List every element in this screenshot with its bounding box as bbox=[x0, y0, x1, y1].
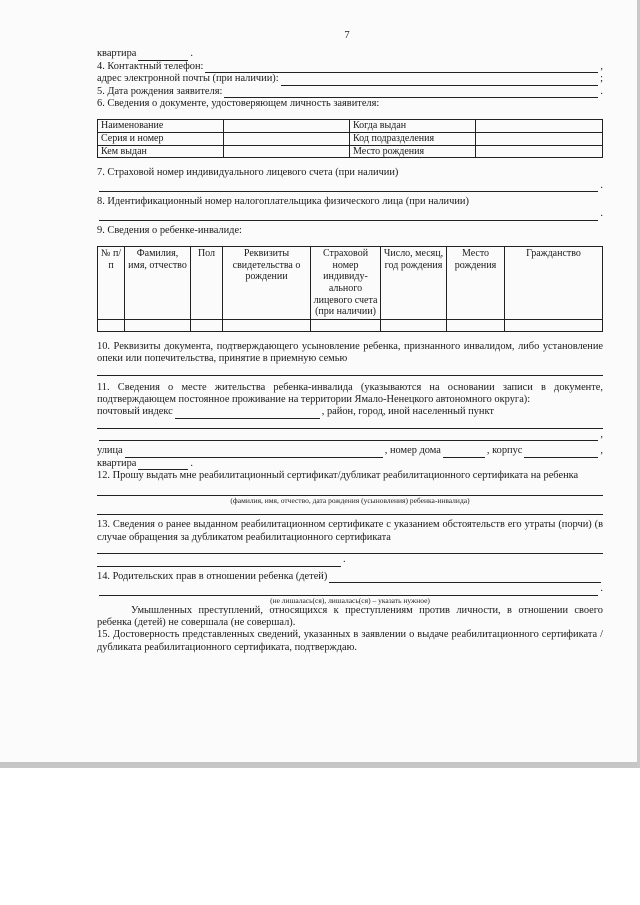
id-doc-label: Наименование bbox=[98, 120, 224, 133]
apartment2-line: квартира . bbox=[97, 457, 194, 469]
id-doc-label: Серия и номер bbox=[98, 133, 224, 146]
locality-field-1[interactable] bbox=[97, 419, 603, 429]
child-heading: 9. Сведения о ребенке-инвалиде: bbox=[97, 224, 242, 236]
parental-field[interactable] bbox=[329, 573, 601, 583]
adoption-field[interactable] bbox=[97, 366, 603, 376]
child-name-field[interactable] bbox=[97, 486, 603, 496]
id-doc-label: Кем выдан bbox=[98, 145, 224, 158]
id-doc-value[interactable] bbox=[224, 120, 350, 133]
child-table-row bbox=[98, 319, 603, 331]
birth-date-line: 5. Дата рождения заявителя: . bbox=[97, 85, 603, 97]
id-doc-heading: 6. Сведения о документе, удостоверяющем личность заявителя: bbox=[97, 98, 380, 110]
snils-line bbox=[97, 167, 603, 179]
postal-label: почтовый индекс bbox=[97, 406, 173, 418]
child-table-header: Гражданство bbox=[505, 247, 603, 320]
apartment-line: квартира . bbox=[97, 48, 194, 60]
child-name-field-2[interactable] bbox=[97, 505, 603, 515]
prior-cert-field-1[interactable] bbox=[97, 544, 603, 554]
snils-label: 7. Страховой номер индивидуального лицевого счета (при наличии) bbox=[97, 167, 399, 179]
adoption-text: 10. Реквизиты документа, подтверждающего усыновление ребенка, признанного инвалидом, либо установление опеки или попечительства, принятие в приемную семью bbox=[97, 340, 603, 365]
id-doc-label: Когда выдан bbox=[350, 120, 476, 133]
email-field[interactable] bbox=[281, 76, 599, 86]
phone-line: 4. Контактный телефон: , bbox=[97, 60, 603, 72]
postal-field[interactable] bbox=[175, 409, 320, 419]
child-table-header: Фамилия, имя, отчество bbox=[125, 247, 191, 320]
parental-field-2[interactable] bbox=[99, 586, 598, 596]
child-table-header: Место рождения bbox=[447, 247, 505, 320]
page-number: 7 bbox=[344, 30, 350, 41]
prior-cert-text: 13. Сведения о ранее выданном реабилитационном сертификате с указанием обстоятельств его утраты (порчи) (в случае обращения за дубликатом реабилитационного сертификата bbox=[97, 519, 603, 543]
house-field[interactable] bbox=[443, 448, 485, 458]
district-label: , район, город, иной населенный пункт bbox=[321, 406, 494, 418]
building-field[interactable] bbox=[524, 448, 598, 458]
id-doc-row bbox=[98, 120, 603, 133]
email-line: адрес электронной почты (при наличии): ; bbox=[97, 73, 603, 85]
parental-hint: (не лишалась(ся), лишалась(ся) – указать нужное) bbox=[270, 595, 430, 605]
birth-date-label: 5. Дата рождения заявителя: bbox=[97, 85, 223, 97]
street-label: улица bbox=[97, 445, 123, 457]
child-table-header: Страховой номер индивиду-ального лицевого счета (при наличии) bbox=[311, 247, 381, 320]
child-table-header: Число, месяц, год рождения bbox=[381, 247, 447, 320]
child-table-header: № п/п bbox=[98, 247, 125, 320]
locality-field-2[interactable] bbox=[99, 431, 598, 441]
apartment2-label: квартира bbox=[97, 457, 137, 469]
child-table bbox=[97, 246, 603, 332]
inn-line bbox=[97, 196, 603, 208]
id-doc-value[interactable] bbox=[476, 145, 603, 158]
prior-cert-field-2[interactable] bbox=[97, 557, 341, 567]
email-label: адрес электронной почты (при наличии): bbox=[97, 73, 279, 85]
postal-line bbox=[97, 406, 603, 418]
id-doc-label: Место рождения bbox=[350, 145, 476, 158]
confirm-text: 15. Достоверность представленных сведений, указанных в заявлении о выдаче реабилитационного сертификата /дубликата реабилитационного сертификата, подтверждаю. bbox=[97, 629, 603, 653]
request-hint: (фамилия, имя, отчество, дата рождения (усыновления) ребенка-инвалида) bbox=[230, 496, 470, 506]
inn-label: 8. Идентификационный номер налогоплательщика физического лица (при наличии) bbox=[97, 196, 469, 208]
residence-text: 11. Сведения о месте жительства ребенка-инвалида (указываются на основании записи в документе, подтверждающем постоянное проживание на территории Ямало-Ненецкого автономного округа): bbox=[97, 381, 603, 406]
id-doc-value[interactable] bbox=[476, 133, 603, 146]
snils-field[interactable] bbox=[99, 182, 598, 192]
crimes-text: Умышленных преступлений, относящихся к преступлениям против личности, в отношении своего ребенка (детей) не совершала (не совершал). bbox=[97, 604, 603, 628]
apartment2-field[interactable] bbox=[138, 460, 188, 470]
id-doc-row bbox=[98, 133, 603, 146]
parental-line bbox=[97, 571, 603, 583]
id-doc-value[interactable] bbox=[224, 145, 350, 158]
street-field[interactable] bbox=[125, 448, 383, 458]
birth-date-field[interactable] bbox=[224, 88, 598, 98]
building-label: , корпус bbox=[486, 445, 523, 457]
house-label: , номер дома bbox=[384, 445, 441, 457]
inn-field[interactable] bbox=[99, 211, 598, 221]
id-document-table bbox=[97, 119, 603, 158]
child-table-header: Реквизиты свидетельства о рождении bbox=[223, 247, 311, 320]
form-page: 7 квартира . 4. Контактный телефон: , адрес электронной почты (при наличии): ; 5. Дата рождения заявителя: . 6. Сведения о документе, удостоверяющем личность заявителя: Наименование Когда выдан Серия и номер Код подразделения Кем выдан Место рождения 7. Страховой номер индивидуального лицевого счета (при наличии) . 8. Идентификационный номер налогоплательщика физического лица (при наличии) . 9. Сведения о ребенке-инвалиде: № п/п Фамилия, имя, отчество Пол Реквизиты свидетельства о рождении Страховой номер индивиду-ального лицевого счета (при наличии) Число, месяц, год рождения Место рождения Гражданство 10. Реквизиты документа, подтверждающего усыновление ребенка, признанного инвалидом, либо установление опеки или попечительства, принятие в приемную семью 11. Сведения о месте жительства ребенка-инвалида (указываются на основании записи в документе, подтверждающем постоянное проживание на территории Ямало-Ненецкого автономного округа): почтовый индекс , район, город, иной населенный пункт , улица , номер дома , корпус , квартира . 12. Прошу выдать мне реабилитационный сертификат/дубликат реабилитационного сертификата на ребенка (фамилия, имя, отчество, дата рождения (усыновления) ребенка-инвалида) 13. Сведения о ранее выданном реабилитационном сертификате с указанием обстоятельств его утраты (порчи) (в случае обращения за дубликатом реабилитационного сертификата . 14. Родительских прав в отношении ребенка (детей) . (не лишалась(ся), лишалась(ся) – указать нужное) Умышленных преступлений, относящихся к преступлениям против личности, в отношении своего ребенка (детей) не совершала (не совершал). 15. Достоверность представленных сведений, указанных в заявлении о выдаче реабилитационного сертификата /дубликата реабилитационного сертификата, подтверждаю. bbox=[97, 30, 603, 654]
phone-field[interactable] bbox=[205, 63, 598, 73]
phone-label: 4. Контактный телефон: bbox=[97, 60, 204, 72]
street-line: улица , номер дома , корпус , bbox=[97, 445, 603, 457]
id-doc-label: Код подразделения bbox=[350, 133, 476, 146]
apartment-field[interactable] bbox=[138, 51, 188, 61]
request-text: 12. Прошу выдать мне реабилитационный сертификат/дубликат реабилитационного сертификата на ребенка bbox=[97, 470, 579, 482]
id-doc-row bbox=[98, 145, 603, 158]
child-table-header: Пол bbox=[191, 247, 223, 320]
id-doc-value[interactable] bbox=[224, 133, 350, 146]
id-doc-value[interactable] bbox=[476, 120, 603, 133]
parental-label: 14. Родительских прав в отношении ребенка (детей) bbox=[97, 570, 328, 582]
apartment-label: квартира bbox=[97, 48, 137, 60]
